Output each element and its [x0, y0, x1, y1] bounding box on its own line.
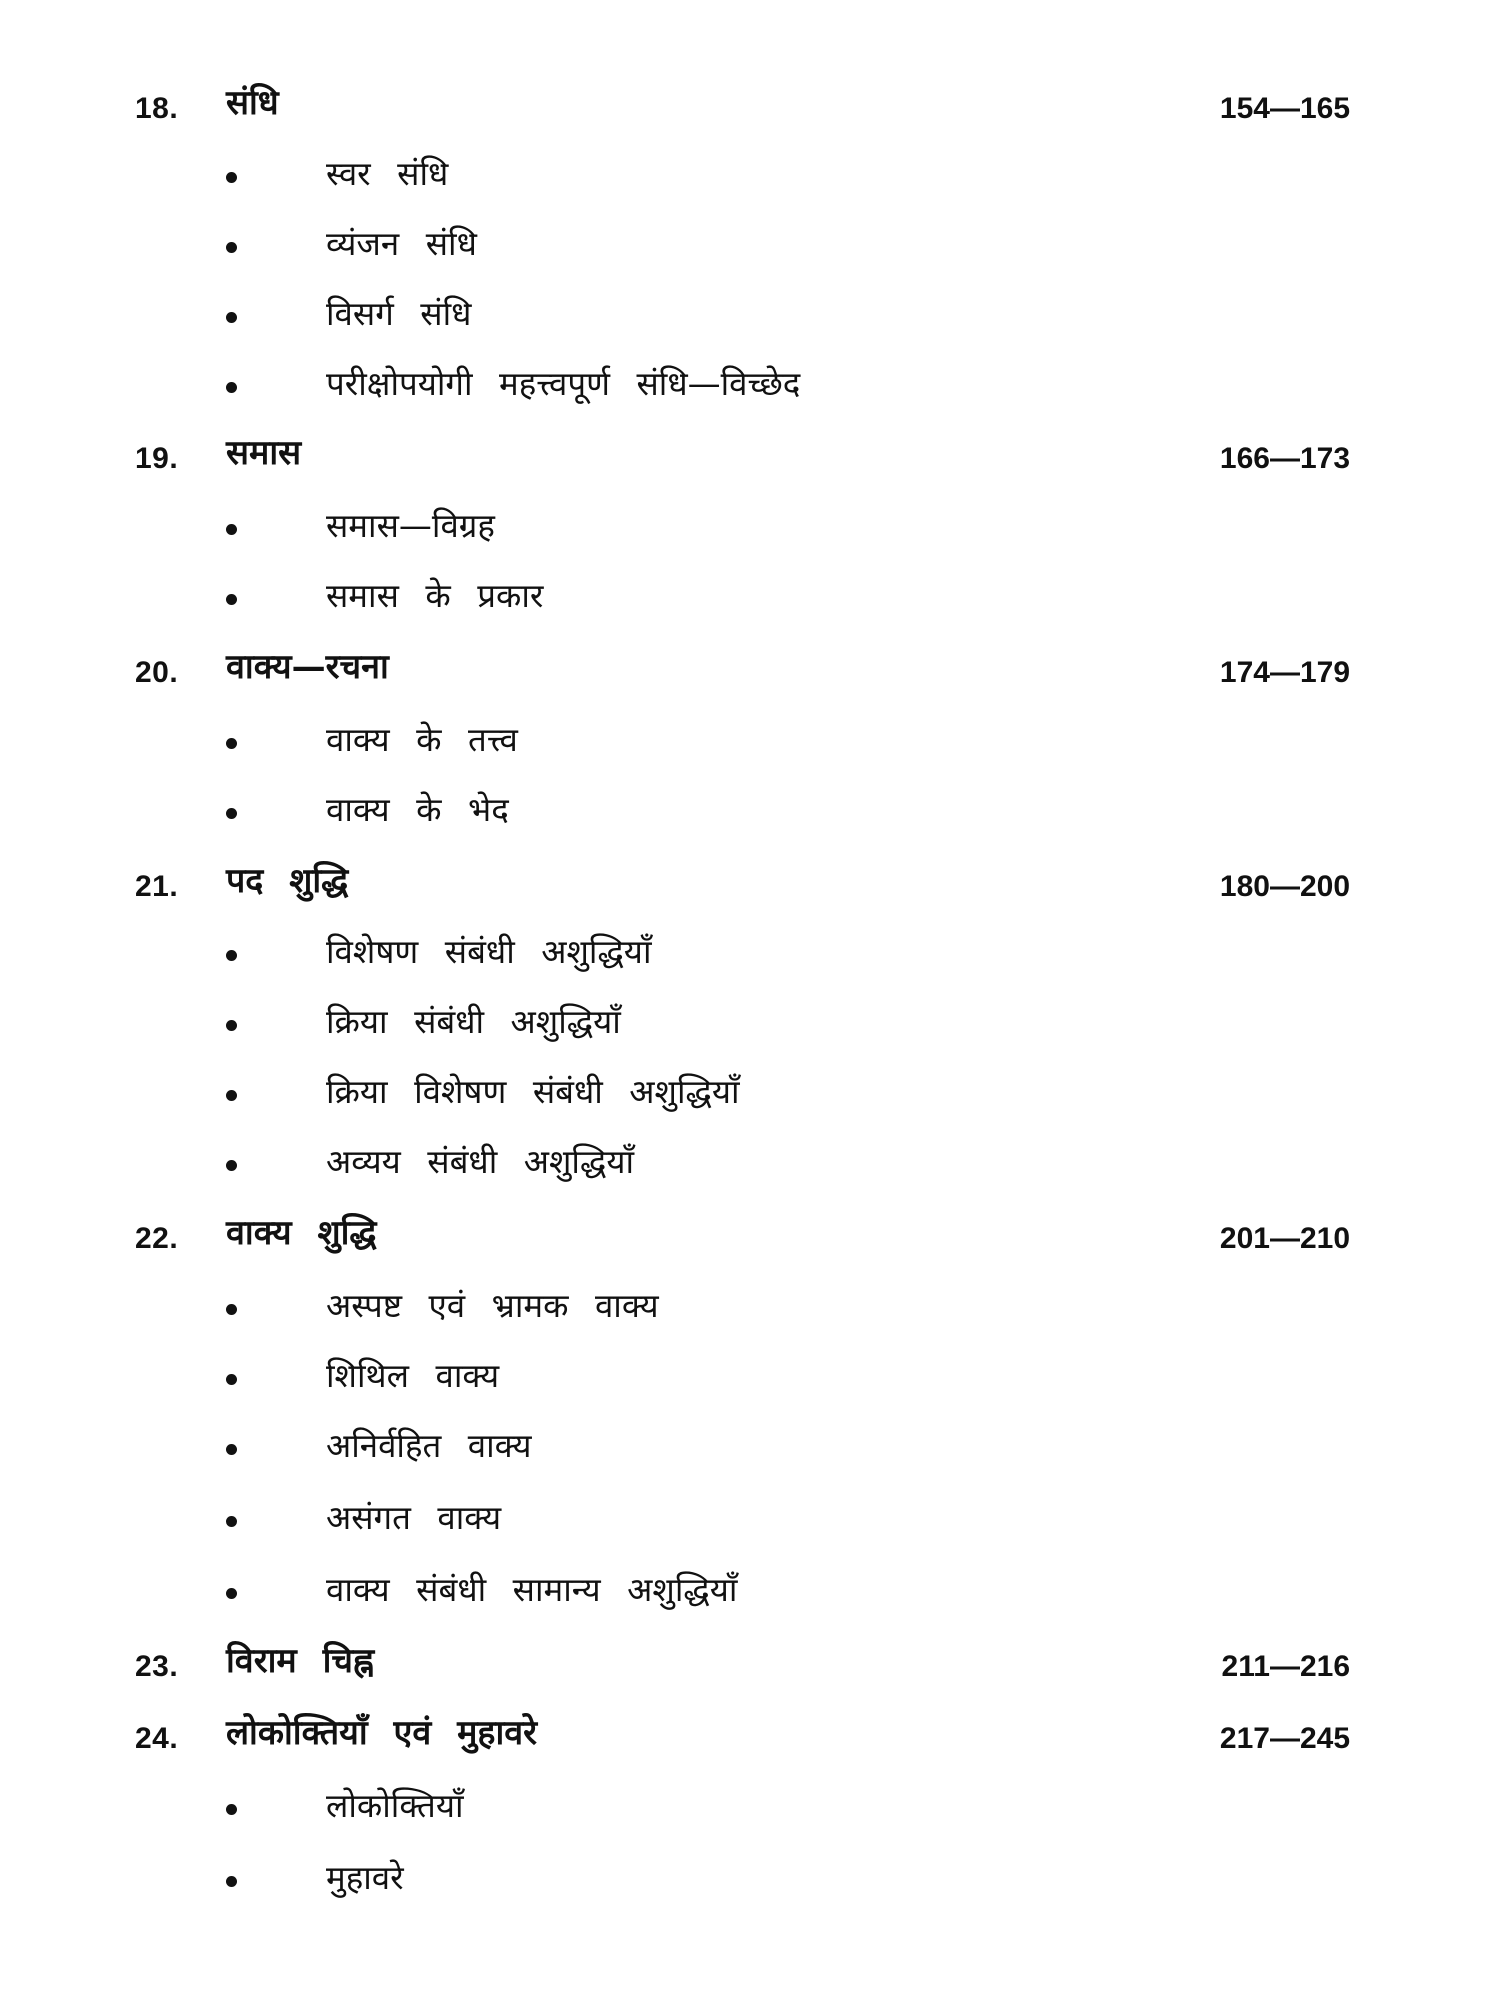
topic-text: स्वर संधि	[326, 154, 449, 193]
topic-text: असंगत वाक्य	[326, 1498, 502, 1537]
list-item	[0, 1350, 1500, 1414]
list-item	[0, 1066, 1500, 1130]
topic-text: मुहावरे	[326, 1858, 404, 1897]
bullet-icon	[226, 1588, 237, 1599]
chapter-page-range: 154—165	[1219, 92, 1350, 125]
topic-text: वाक्य संबंधी सामान्य अशुद्धियाँ	[326, 1570, 738, 1609]
list-item	[0, 1780, 1500, 1844]
chapter-page-range: 201—210	[1219, 1222, 1350, 1255]
chapter-page-range: 174—179	[1219, 656, 1350, 689]
list-item	[0, 218, 1500, 282]
chapter-18-row	[0, 78, 1500, 142]
bullet-icon	[226, 1020, 237, 1031]
topic-text: विशेषण संबंधी अशुद्धियाँ	[326, 932, 652, 971]
bullet-icon	[226, 1876, 237, 1887]
topic-text: क्रिया विशेषण संबंधी अशुद्धियाँ	[326, 1072, 740, 1111]
topic-text: वाक्य के भेद	[326, 790, 509, 829]
chapter-19-row	[0, 428, 1500, 492]
bullet-icon	[226, 808, 237, 819]
bullet-icon	[226, 242, 237, 253]
chapter-number: 24.	[135, 1722, 179, 1755]
chapter-page-range: 211—216	[1221, 1650, 1350, 1683]
topic-text: परीक्षोपयोगी महत्त्वपूर्ण संधि—विच्छेद	[326, 364, 801, 403]
list-item	[0, 714, 1500, 778]
chapter-number: 21.	[135, 870, 179, 903]
chapter-title: विराम चिह्न	[226, 1641, 375, 1681]
chapter-title: वाक्य—रचना	[226, 647, 389, 687]
bullet-icon	[226, 738, 237, 749]
list-item	[0, 1852, 1500, 1916]
chapter-number: 20.	[135, 656, 179, 689]
chapter-page-range: 217—245	[1219, 1722, 1350, 1755]
list-item	[0, 1136, 1500, 1200]
bullet-icon	[226, 1804, 237, 1815]
topic-text: अनिर्वहित वाक्य	[326, 1426, 532, 1465]
topic-text: क्रिया संबंधी अशुद्धियाँ	[326, 1002, 621, 1041]
topic-text: विसर्ग संधि	[326, 294, 472, 333]
list-item	[0, 1420, 1500, 1484]
bullet-icon	[226, 1444, 237, 1455]
bullet-icon	[226, 312, 237, 323]
chapter-title: संधि	[226, 83, 279, 123]
bullet-icon	[226, 524, 237, 535]
list-item	[0, 148, 1500, 212]
bullet-icon	[226, 1160, 237, 1171]
chapter-20-row	[0, 642, 1500, 706]
list-item	[0, 784, 1500, 848]
list-item	[0, 996, 1500, 1060]
bullet-icon	[226, 1304, 237, 1315]
chapter-number: 23.	[135, 1650, 179, 1683]
list-item	[0, 1280, 1500, 1344]
topic-text: व्यंजन संधि	[326, 224, 477, 263]
topic-text: समास के प्रकार	[326, 576, 544, 615]
bullet-icon	[226, 172, 237, 183]
list-item	[0, 570, 1500, 634]
topic-text: शिथिल वाक्य	[326, 1356, 500, 1395]
topic-text: वाक्य के तत्त्व	[326, 720, 518, 759]
chapter-23-row	[0, 1636, 1500, 1700]
topic-text: अस्पष्ट एवं भ्रामक वाक्य	[326, 1286, 659, 1325]
list-item	[0, 1564, 1500, 1628]
bullet-icon	[226, 1090, 237, 1101]
bullet-icon	[226, 382, 237, 393]
chapter-page-range: 166—173	[1219, 442, 1350, 475]
topic-text: समास—विग्रह	[326, 506, 495, 545]
chapter-number: 18.	[135, 92, 179, 125]
list-item	[0, 926, 1500, 990]
topic-text: लोकोक्तियाँ	[326, 1786, 464, 1825]
chapter-title: लोकोक्तियाँ एवं मुहावरे	[226, 1713, 538, 1753]
list-item	[0, 358, 1500, 422]
list-item	[0, 500, 1500, 564]
chapter-page-range: 180—200	[1219, 870, 1350, 903]
chapter-title: पद शुद्धि	[226, 861, 349, 901]
list-item	[0, 288, 1500, 352]
chapter-22-row	[0, 1208, 1500, 1272]
bullet-icon	[226, 950, 237, 961]
chapter-number: 19.	[135, 442, 179, 475]
chapter-title: समास	[226, 433, 302, 473]
chapter-24-row	[0, 1708, 1500, 1772]
chapter-number: 22.	[135, 1222, 179, 1255]
list-item	[0, 1492, 1500, 1556]
bullet-icon	[226, 1516, 237, 1527]
bullet-icon	[226, 594, 237, 605]
topic-text: अव्यय संबंधी अशुद्धियाँ	[326, 1142, 635, 1181]
chapter-title: वाक्य शुद्धि	[226, 1213, 377, 1253]
chapter-21-row	[0, 856, 1500, 920]
bullet-icon	[226, 1374, 237, 1385]
